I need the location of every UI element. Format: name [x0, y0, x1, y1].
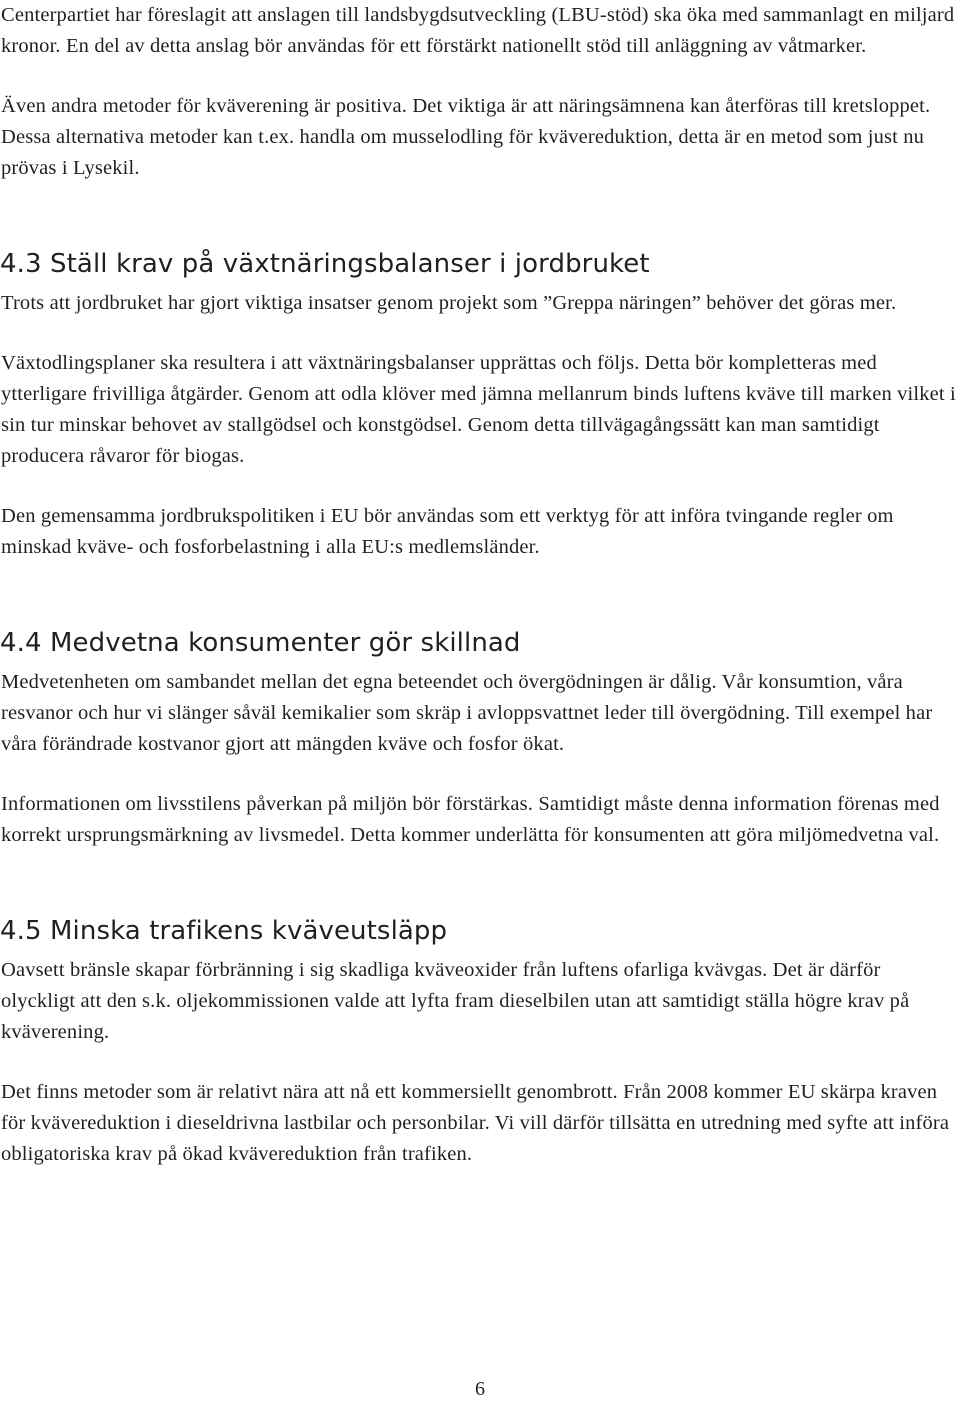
section-heading-4-5: 4.5 Minska trafikens kväveutsläpp	[0, 916, 448, 946]
paragraph-diesel-reduction: Det finns metoder som är relativt nära att nå ett kommersiellt genombrott. Från 2008 kommer EU skärpa kraven för kvävereduktion i dieseldrivna lastbilar och personbilar. Vi vill därför tillsätta en utredning med syfte att införa obligatoriska krav på ökad kvävereduktion från trafiken.	[1, 1081, 950, 1165]
section-heading-4-4: 4.4 Medvetna konsumenter gör skillnad	[0, 628, 521, 658]
paragraph-lbu-support: Centerpartiet har föreslagit att anslagen till landsbygdsutveckling (LBU-stöd) ska öka med sammanlagt en miljard kronor. En del av detta anslag bör användas för ett förstärkt nationellt stöd till anläggning av våtmarker.	[1, 4, 955, 57]
page-number: 6	[475, 1378, 485, 1400]
paragraph-nitrogen-oxides: Oavsett bränsle skapar förbränning i sig skadliga kväveoxider från luftens ofarliga kvävgas. Det är därför olyckligt att den s.k. oljekommissionen valde att lyfta fram dieselbilen utan att samtidigt ställa högre krav på kväverening.	[1, 959, 910, 1043]
paragraph-greppa-naringen: Trots att jordbruket har gjort viktiga insatser genom projekt som ”Greppa näringen” behöver det göras mer.	[1, 292, 897, 314]
paragraph-crop-plans: Växtodlingsplaner ska resultera i att växtnäringsbalanser upprättas och följs. Detta bör kompletteras med ytterligare frivilliga åtgärder. Genom att odla klöver med jämna mellanrum binds luftens kväve till marken vilket i sin tur minskar behovet av stallgödsel och konstgödsel. Genom detta tillvägagångssätt kan man samtidigt producera råvaror för biogas.	[1, 352, 956, 467]
paragraph-eu-agricultural-policy: Den gemensamma jordbrukspolitiken i EU bör användas som ett verktyg för att införa tvingande regler om minskad kväve- och fosforbelastning i alla EU:s medlemsländer.	[1, 505, 894, 558]
paragraph-lifestyle-information: Informationen om livsstilens påverkan på miljön bör förstärkas. Samtidigt måste denna information förenas med korrekt ursprungsmärkning av livsmedel. Detta kommer underlätta för konsumenten att göra miljömedvetna val.	[1, 793, 940, 846]
section-heading-4-3: 4.3 Ställ krav på växtnäringsbalanser i jordbruket	[0, 249, 650, 279]
paragraph-nutrient-recycling: Även andra metoder för kväverening är positiva. Det viktiga är att näringsämnena kan återföras till kretsloppet. Dessa alternativa metoder kan t.ex. handla om musselodling för kvävereduktion, detta är en metod som just nu prövas i Lysekil.	[1, 95, 931, 179]
paragraph-consumer-awareness: Medvetenheten om sambandet mellan det egna beteendet och övergödningen är dålig. Vår konsumtion, våra resvanor och hur vi slänger såväl kemikalier som skräp i avloppsvattnet leder till övergödning. Till exempel har våra förändrade kostvanor gjort att mängden kväve och fosfor ökat.	[1, 671, 933, 755]
